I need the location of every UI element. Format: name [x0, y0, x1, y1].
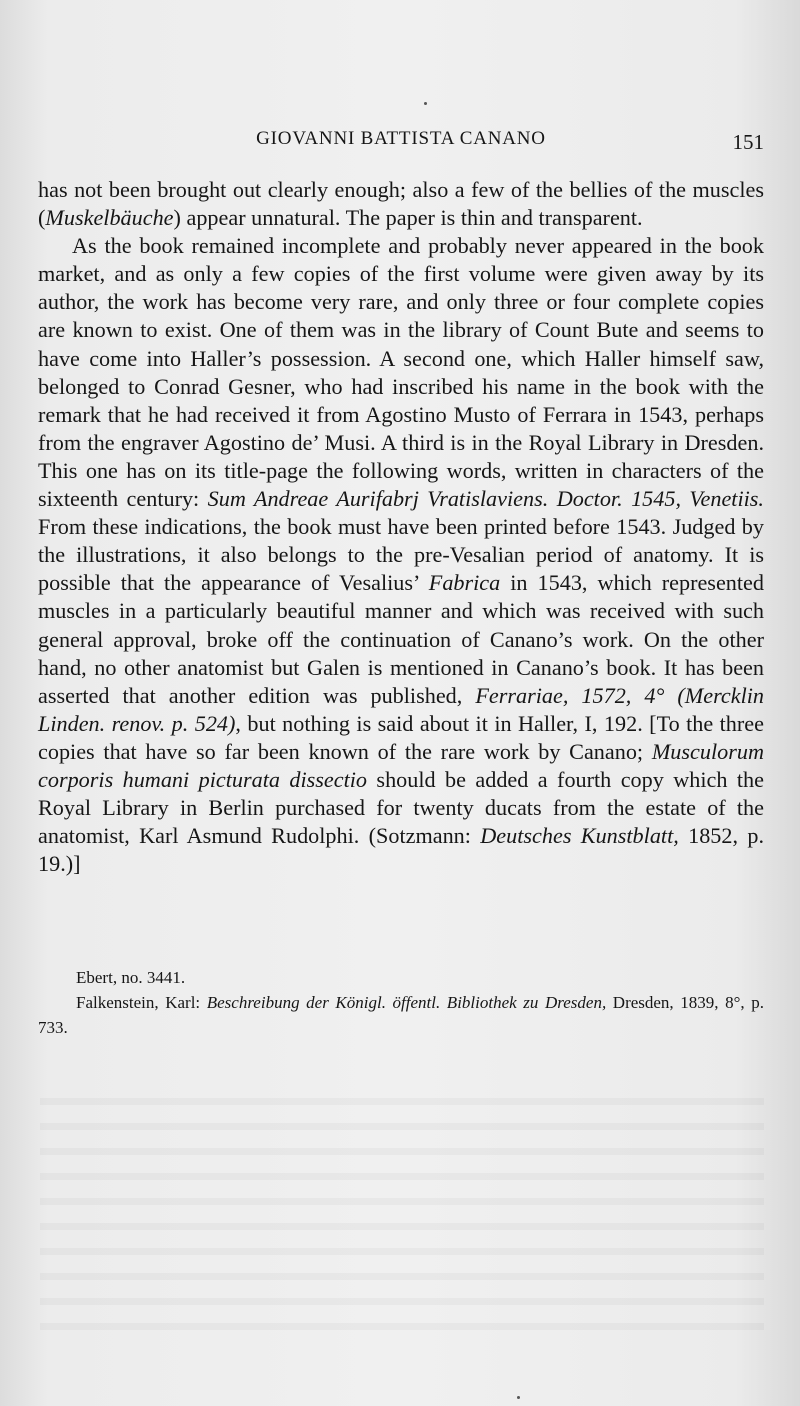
- text-run: Dresden, 1839, 8°, p. 733.: [38, 993, 764, 1037]
- print-speck: [517, 1396, 520, 1399]
- text-run: As the book remained incomplete and probably never appeared in the book market, and as only a few copies of the first volume were given away by its author, the work has become very rare, and only three or four complete copies are known to exist. One of them was in the library of Count Bute and seems to have come into Haller’s possession. A second one, which Haller himself saw, belonged to Conrad Gesner, who had inscribed his name in the book with the remark that he had received it from Agostino Musto of Ferrara in 1543, perhaps from the engraver Agostino de’ Musi. A third is in the Royal Library in Dresden. This one has on its title-page the following words, written in characters of the sixteenth century:: [38, 233, 764, 512]
- italic-text: Musculorum corporis humani picturata dissectio: [38, 738, 764, 792]
- footnote: [38, 965, 764, 990]
- page-header: [38, 128, 764, 158]
- body-text: [38, 176, 764, 878]
- italic-text: Muskelbäuche: [45, 205, 174, 231]
- text-run: 1852, p. 19.)]: [38, 823, 765, 877]
- italic-text: Ferrariae, 1572, 4° (Mercklin Linden. renov. p. 524): [38, 682, 764, 736]
- footnotes: [38, 965, 764, 1040]
- text-run: should be added a fourth copy which the Royal Library in Berlin purchased for twenty ducats from the estate of the anatomist, Karl Asmund Rudolphi. (Sotzmann:: [38, 766, 764, 849]
- print-speck: [424, 102, 427, 105]
- italic-text: Beschreibung der Königl. öffentl. Bibliothek zu Dresden,: [206, 993, 607, 1012]
- text-run: Falkenstein, Karl:: [76, 993, 207, 1012]
- text-run: in 1543, which represented muscles in a particularly beautiful manner and which was received with such general approval, broke off the continuation of Canano’s work. On the other hand, no other anatomist but Galen is mentioned in Canano’s book. It has been asserted that another edition was published,: [38, 570, 764, 708]
- italic-text: Fabrica: [428, 570, 501, 596]
- page-number: 151: [732, 130, 764, 154]
- text-run: , but nothing is said about it in Haller, I, 192. [To the three copies that have so far been known of the rare work by Canano;: [38, 710, 764, 764]
- paragraph: [38, 232, 764, 878]
- paragraph: [38, 176, 764, 232]
- text-run: has not been brought out clearly enough; also a few of the bellies of the muscles (: [38, 177, 764, 231]
- italic-text: Sum Andreae Aurifabrj Vratislaviens. Doctor. 1545, Venetiis.: [207, 486, 764, 512]
- italic-text: Deutsches Kunstblatt,: [480, 823, 679, 849]
- footnote: [38, 990, 764, 1040]
- text-run: ) appear unnatural. The paper is thin and transparent.: [173, 205, 643, 231]
- text-run: Ebert, no. 3441.: [76, 968, 186, 987]
- show-through-text: [40, 1080, 764, 1330]
- running-title: GIOVANNI BATTISTA CANANO: [256, 128, 546, 149]
- text-run: From these indications, the book must have been printed before 1543. Judged by the illustrations, it also belongs to the pre-Vesalian period of anatomy. It is possible that the appearance of Vesalius’: [38, 514, 764, 596]
